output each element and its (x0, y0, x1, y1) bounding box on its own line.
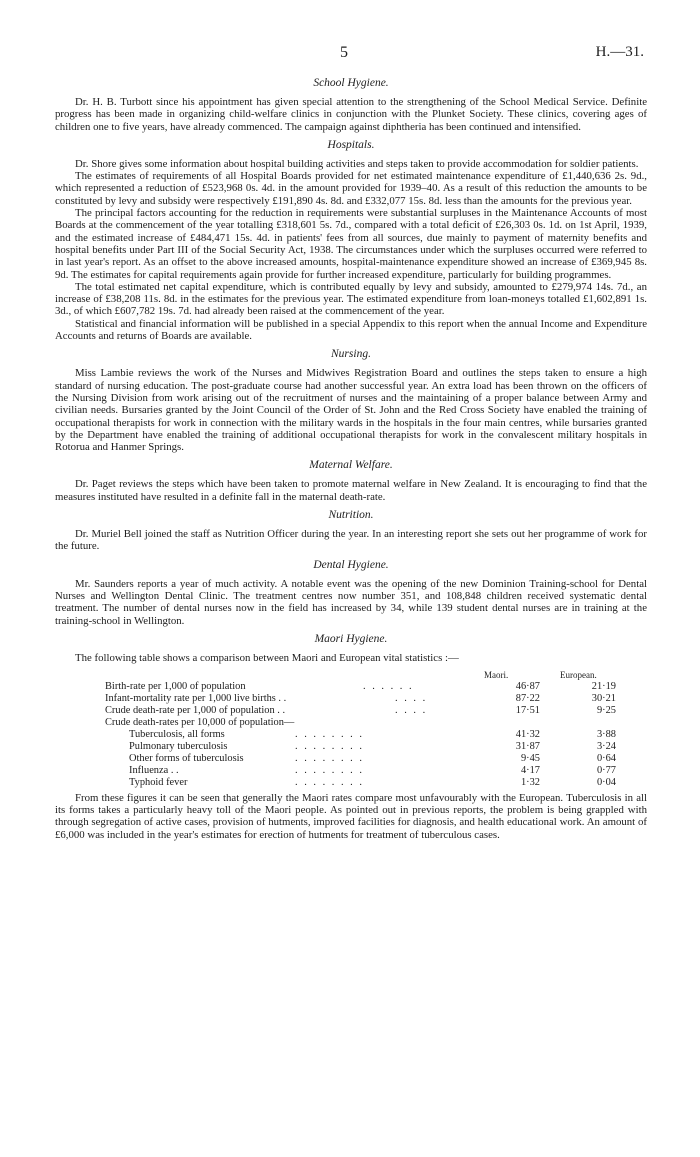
section-maori-hygiene (55, 632, 647, 844)
section-heading: Maori Hygiene. (314, 632, 388, 645)
table-row (105, 729, 665, 741)
row-leader: . . . . . . . . (295, 764, 364, 776)
section-heading: School Hygiene. (313, 77, 389, 89)
table-row (105, 705, 665, 717)
row-label: Tuberculosis, all forms (129, 728, 225, 740)
row-leader: . . . . (395, 692, 428, 704)
european-value: 0·64 (596, 752, 616, 764)
row-leader: . . . . . . . . (295, 776, 364, 788)
table-row (105, 741, 665, 753)
table-row (105, 765, 665, 777)
paragraph: Dr. Shore gives some information about hospital building activities and steps taken to provide accommodation for soldier patients. (75, 157, 639, 170)
maori-value: 4·17 (520, 764, 540, 776)
table-row (105, 717, 665, 729)
column-header-european: European. (560, 669, 597, 680)
section-dental-hygiene (55, 558, 647, 627)
row-label: Birth-rate per 1,000 of population (105, 680, 246, 692)
row-label: Infant-mortality rate per 1,000 live births . . (105, 692, 287, 704)
maori-value: 31·87 (515, 740, 540, 752)
table-intro: The following table shows a comparison between Maori and European vital statistics :— (75, 651, 459, 664)
row-leader: . . . . . . . . (295, 728, 364, 740)
section-hospitals (55, 138, 647, 342)
section-heading: Maternal Welfare. (309, 459, 393, 472)
european-value: 3·88 (596, 728, 616, 740)
document-body (55, 76, 647, 845)
paragraph: Dr. H. B. Turbott since his appointment has given special attention to the strengthening of the School Medical Service. Definite progress has been made in organizing child-welfare clinics in conjunction with the Plunket Society. These clinics, covering ages of children one to five years, have already commenced. The campaign against diphtheria has been continued and intensified. (55, 96, 647, 133)
european-value: 30·21 (591, 692, 616, 704)
section-maternal-welfare (55, 458, 647, 503)
maori-value: 1·32 (520, 776, 540, 788)
report-reference: H.—31. (595, 44, 644, 60)
european-value: 0·77 (596, 764, 616, 776)
paragraph: Miss Lambie reviews the work of the Nurses and Midwives Registration Board and outlines the steps taken to ensure a high standard of nursing education. The post-graduate course had another successful year. An extra load has been thrown on the officers of the Nursing Division from work arising out of the recruitment of nurses and the maintaining of a proper balance between Army and civilian needs. Bursaries granted by the Joint Council of the Order of St. John and the Red Cross Society have enabled the training of occupational therapists for work in connection with the military wards in the hospitals in the four main centres, while bursaries granted by the Department have enabled the training of additional occupational therapists for work in the convalescent military hospitals in Rotorua and Hanmer Springs. (55, 367, 647, 454)
section-heading: Nursing. (331, 348, 371, 361)
row-label: Other forms of tuberculosis (129, 752, 244, 764)
paragraph: The total estimated net capital expenditure, which is contributed equally by levy and subsidy, amounted to £279,974 14s. 7d., an increase of £38,208 11s. 8d. in the estimates for the previous year. The estimated expenditure from loan-moneys totalled £1,602,891 1s. 3d., of which £607,782 19s. 7d. had already been raised at the commencement of the year. (55, 280, 647, 318)
row-label: Crude death-rate per 1,000 of population . . (105, 704, 286, 716)
table-row (105, 693, 665, 705)
row-label: Typhoid fever (129, 776, 188, 788)
row-label: Influenza . . (129, 764, 179, 776)
section-nursing (55, 347, 647, 453)
european-value: 3·24 (596, 740, 616, 752)
section-heading: Nutrition. (328, 509, 374, 522)
paragraph: The estimates of requirements of all Hospital Boards provided for net estimated maintenance expenditure of £1,440,636 2s. 9d., which represented a reduction of £523,968 0s. 4d. in the amount provided for 1939–40. As a result of this reduction the amounts to be constituted by levy and subsidy were respectively £191,890 4s. 8d. and £332,077 15s. 8d. less than the amounts for the previous year. (55, 170, 647, 207)
column-header-maori: Maori. (484, 669, 509, 680)
section-heading: Hospitals. (327, 138, 375, 151)
paragraph: Dr. Paget reviews the steps which have been taken to promote maternal welfare in New Zealand. It is encouraging to find that the measures instituted have resulted in a definite fall in the maternal death-rate. (55, 478, 647, 503)
section-school-hygiene (55, 76, 647, 133)
page-number: 5 (340, 44, 348, 61)
row-leader: . . . . . . (363, 680, 414, 692)
maori-value: 9·45 (520, 752, 540, 764)
maori-value: 46·87 (515, 680, 540, 692)
page-header (0, 44, 700, 64)
paragraph: Statistical and financial information will be published in a special Appendix to this report when the annual Income and Expenditure Accounts and returns of Boards are available. (55, 317, 647, 343)
section-nutrition (55, 508, 647, 553)
paragraph: Mr. Saunders reports a year of much activity. A notable event was the opening of the new Dominion Training-school for Dental Nurses and Wellington Dental Clinic. The treatment centres now number 351, and 108,848 children received systematic dental treatment. The number of dental nurses now in the field has increased by 34, while 139 student dental nurses are in training at the training-school in Wellington. (55, 577, 647, 627)
european-value: 21·19 (591, 680, 616, 692)
table-row (105, 681, 665, 693)
row-leader: . . . . (395, 704, 428, 716)
european-value: 9·25 (596, 704, 616, 716)
maori-value: 17·51 (515, 704, 540, 716)
row-leader: . . . . . . . . (295, 752, 364, 764)
row-label: Crude death-rates per 10,000 of population— (105, 716, 295, 728)
paragraph: The principal factors accounting for the reduction in requirements were substantial surpluses in the Maintenance Accounts of most Boards at the commencement of the year totalling £318,601 5s. 7d., compared with a total deficit of £26,303 0s. 1d. on 1st April, 1939, and the estimated increase of £484,471 15s. 4d. in patients' fees from all sources, due mainly to payment of maternity benefits and hospital benefits under Part III of the Social Security Act, 1938. The circumstances under which the surpluses occurred were referred to in last year's report. As an offset to the above increased amounts, hospital-maintenance expenditure showed an increase of £369,945 8s. 9d. The estimates for capital requirements again provide for further increased expenditure, particularly for building programmes. (55, 207, 647, 281)
row-leader: . . . . . . . . (295, 740, 364, 752)
row-label: Pulmonary tuberculosis (129, 740, 228, 752)
section-heading: Dental Hygiene. (313, 558, 389, 571)
table-row (105, 753, 665, 765)
maori-value: 41·32 (515, 728, 540, 740)
vital-statistics-table (55, 652, 647, 844)
paragraph: From these figures it can be seen that generally the Maori rates compare most unfavourably with the European. Tuberculosis in all its forms takes a particularly heavy toll of the Maori people. As pointed out in previous reports, the problem is being grappled with through segregation of active cases, provision of hutments, improved facilities for diagnosis, and health educational work. An amount of £6,000 was included in the year's estimates for erection of hutments for treatment of tuberculous cases. (55, 791, 647, 841)
maori-value: 87·22 (515, 692, 540, 704)
paragraph: Dr. Muriel Bell joined the staff as Nutrition Officer during the year. In an interesting report she sets out her programme of work for the future. (55, 528, 647, 553)
table-row (105, 777, 665, 789)
european-value: 0·04 (596, 776, 616, 788)
